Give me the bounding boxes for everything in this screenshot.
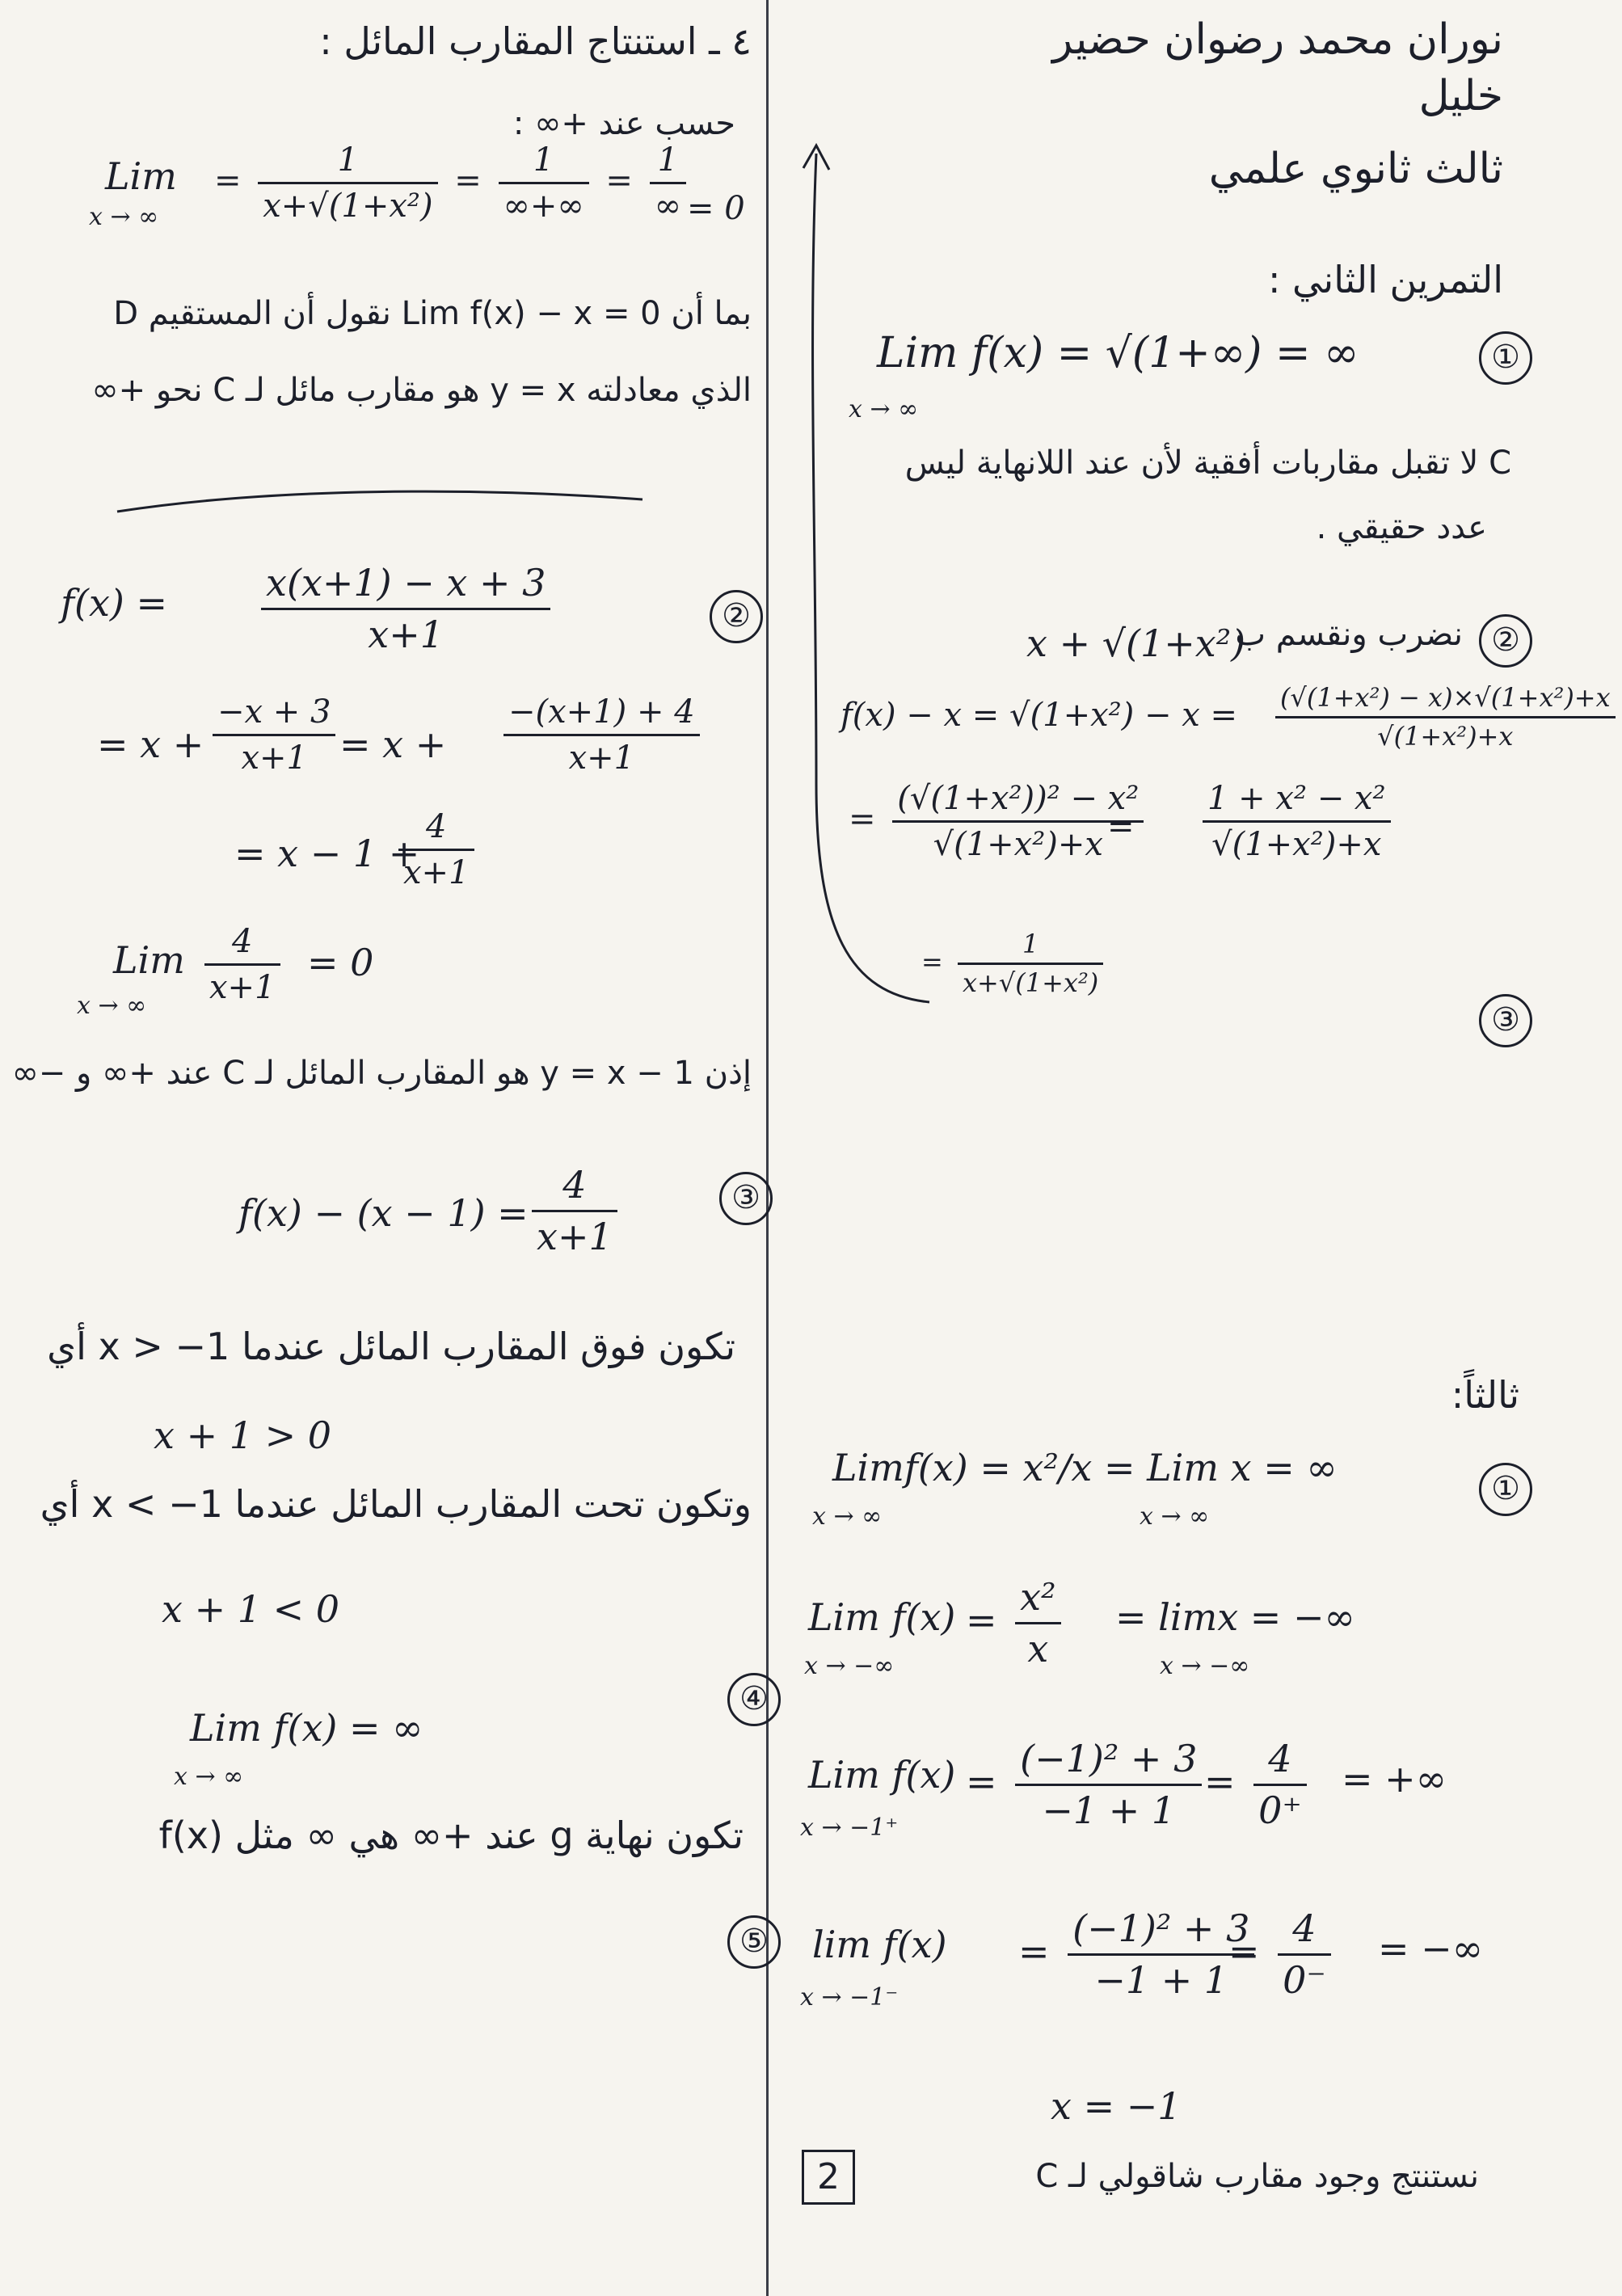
left-text-line-2: الذي معادلته y = x هو مقارب مائل لـ C نحو +∞ bbox=[91, 372, 752, 409]
left-q3-fraction: $\frac{4}{x+1}$ bbox=[525, 1164, 624, 1258]
third-item-2-result: = limx = −∞ bbox=[1115, 1595, 1355, 1639]
left-question-number-4: ④ bbox=[727, 1673, 781, 1726]
left-q2-lhs: f(x) = bbox=[61, 581, 168, 625]
left-q2-conclusion: إذن y = x − 1 هو المقارب المائل لـ C عند +∞ و −∞ bbox=[11, 1055, 752, 1092]
third-item-2-sub-b: x → −∞ bbox=[1160, 1652, 1250, 1680]
left-q3-expression: f(x) − (x − 1) = bbox=[238, 1191, 529, 1235]
q2-text: نضرب ونقسم ب bbox=[1235, 616, 1463, 653]
q1-text-line-2: عدد حقيقي . bbox=[1316, 509, 1487, 546]
left-q3-inequality-1: x + 1 > 0 bbox=[154, 1413, 332, 1457]
vertical-asymptote-equation: x = −1 bbox=[1051, 2084, 1182, 2128]
exercise-title: التمرين الثاني : bbox=[1267, 258, 1503, 301]
left-limit-result: = 0 bbox=[687, 190, 745, 227]
question-number-3: ③ bbox=[1479, 994, 1532, 1047]
third-item-5-label: ⑤ bbox=[727, 1915, 781, 1969]
left-q2-line-b-fraction-2: $\frac{-(x+1) + 4}{x+1}$ bbox=[497, 693, 706, 777]
left-question-number-2: ② bbox=[710, 590, 763, 643]
q2-multiplier: x + √(1+x²) bbox=[1026, 621, 1246, 665]
connector-arrow bbox=[800, 137, 1091, 1034]
third-item-3-fraction: = $\frac{\text{(−1)² + 3}}{-1 + 1}$ bbox=[966, 1738, 1208, 1832]
left-q2-line-c-fraction: $\frac{4}{x+1}$ bbox=[392, 808, 481, 891]
third-item-5-sub: x → −1⁻ bbox=[800, 1983, 899, 2012]
q2-line1-fraction: $\frac{\text{(√(1+x²) − x)×√(1+x²)+x}}{\text{√(1+x²)+x}}$ bbox=[1269, 683, 1622, 752]
left-q2-lim-fraction: $\frac{4}{x+1}$ bbox=[198, 923, 287, 1006]
third-item-3-sub: x → −1⁺ bbox=[800, 1814, 899, 1842]
left-q3-inequality-2: x + 1 < 0 bbox=[162, 1587, 340, 1631]
vertical-asymptote-conclusion: نستنتج وجود مقارب شاقولي لـ C bbox=[1035, 2158, 1479, 2195]
left-q2-fraction: $\frac{x(x+1) - x + 3}{x+1}$ bbox=[255, 562, 557, 656]
third-item-1-expression: Limf(x) = x²/x = Lim x = ∞ bbox=[832, 1446, 1338, 1489]
left-q2-line-c: = x − 1 + bbox=[234, 832, 420, 875]
left-q2-lim-label: Lim bbox=[113, 938, 185, 982]
left-section-title: ٤ ـ استنتاج المقارب المائل : bbox=[319, 19, 752, 63]
third-item-1-label: ① bbox=[1479, 1463, 1532, 1516]
left-text-line-1: بما أن Lim f(x) − x = 0 نقول أن المستقيم D bbox=[113, 295, 752, 332]
q1-limit-subscript: x → ∞ bbox=[849, 395, 919, 423]
q2-line1-lhs: f(x) − x = √(1+x²) − x = bbox=[840, 697, 1238, 734]
third-item-2-sub: x → −∞ bbox=[804, 1652, 895, 1680]
left-q4-subscript: x → ∞ bbox=[174, 1763, 244, 1791]
section-separator bbox=[113, 483, 647, 516]
page-number: 2 bbox=[802, 2150, 855, 2205]
third-item-5-lim: lim f(x) bbox=[812, 1923, 947, 1966]
third-item-1-sub-a: x → ∞ bbox=[812, 1502, 883, 1531]
left-q4-expression: Lim f(x) = ∞ bbox=[190, 1706, 423, 1750]
left-q3-text-below: وتكون تحت المقارب المائل عندما x < −1 أي bbox=[40, 1482, 752, 1526]
left-q2-lim-result: = 0 bbox=[307, 941, 374, 984]
third-item-5-fraction: = $\frac{\text{(−1)² + 3}}{-1 + 1}$ bbox=[1018, 1907, 1261, 2002]
left-q2-line-b-start: = x + bbox=[97, 723, 204, 766]
third-item-1-sub-b: x → ∞ bbox=[1140, 1502, 1210, 1531]
third-item-3-result: = +∞ bbox=[1342, 1757, 1447, 1801]
left-q2-line-b-fraction: $\frac{-x + 3}{x+1}$ bbox=[206, 693, 342, 777]
q2-line2-fraction-b: $\frac{\text{1 + x² − x²}}{\text{√(1+x²)+x}}$ bbox=[1196, 780, 1397, 863]
left-lim-label: Lim bbox=[105, 154, 177, 198]
third-item-5-result: = −∞ bbox=[1378, 1927, 1484, 1970]
left-limit-fractions: = $\frac{1}{\text{x+√(1+x²)}}$ = $\frac{1}{\infty+\infty}$ = $\frac{1}{\infty}$ bbox=[214, 141, 693, 225]
third-item-2-fraction: = $\frac{\text{x²}}{x}$ bbox=[966, 1576, 1068, 1670]
q1-expression: Lim f(x) = √(1+∞) = ∞ bbox=[877, 329, 1359, 377]
question-number-2: ② bbox=[1479, 614, 1532, 668]
left-q3-text-above: تكون فوق المقارب المائل عندما x > −1 أي bbox=[47, 1325, 735, 1368]
grade-label: ثالث ثانوي علمي bbox=[1208, 145, 1503, 193]
q2-line2-fraction: = $\frac{\text{(√(1+x²))² − x²}}{\text{√(1+x²)+x}}$ bbox=[849, 780, 1150, 863]
q2-line2-equals: = bbox=[1107, 808, 1135, 845]
left-lim-subscript: x → ∞ bbox=[89, 203, 159, 231]
q1-text-line-1: C لا تقبل مقاربات أفقية لأن عند اللانهاية ليس bbox=[904, 444, 1511, 482]
left-q2-line-b-eq: = x + bbox=[339, 723, 447, 766]
third-item-2-lim: Lim f(x) bbox=[808, 1595, 956, 1639]
third-item-3-lim: Lim f(x) bbox=[808, 1753, 956, 1797]
left-q2-lim-subscript: x → ∞ bbox=[77, 992, 147, 1020]
third-section-title: ثالثاً: bbox=[1451, 1373, 1519, 1417]
left-q4-text: تكون نهاية g عند +∞ هي ∞ مثل f(x) bbox=[158, 1814, 744, 1857]
question-number-1: ① bbox=[1479, 331, 1532, 385]
third-item-3-fraction-b: = $\frac{4}{0^+}$ bbox=[1204, 1738, 1313, 1832]
q2-line3-fraction: = $\frac{1}{\text{x+√(1+x²)}}$ bbox=[921, 929, 1110, 998]
third-item-5-fraction-b: = $\frac{4}{0^-}$ bbox=[1228, 1907, 1338, 2002]
left-section-subtitle: حسب عند +∞ : bbox=[512, 105, 735, 142]
student-name: نوران محمد رضوان حضير bbox=[1052, 15, 1503, 64]
student-name-2: خليل bbox=[1418, 72, 1503, 120]
left-question-number-3: ③ bbox=[719, 1172, 773, 1225]
